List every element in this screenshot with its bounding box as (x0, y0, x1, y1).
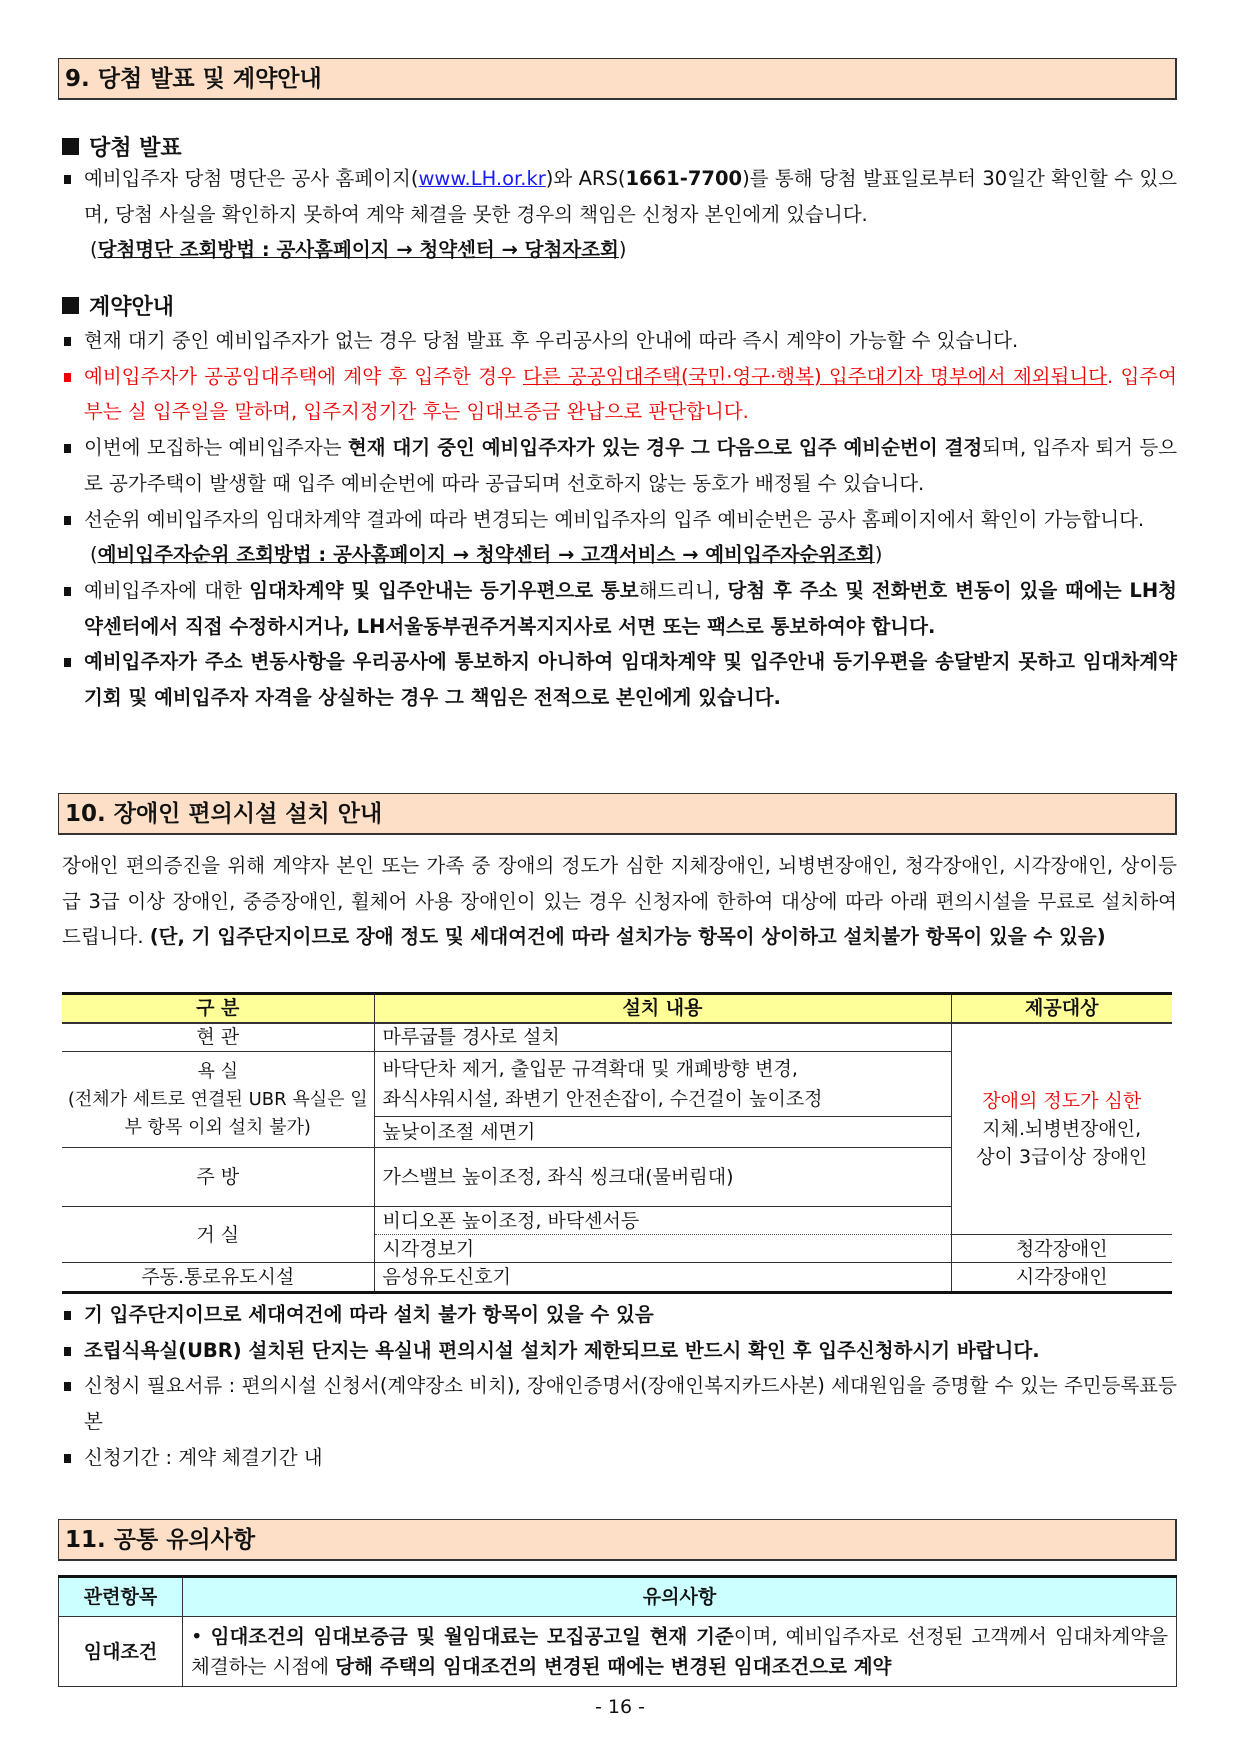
bullet-icon (64, 658, 71, 667)
target-line: 지체.뇌병변장애인, (982, 1117, 1142, 1140)
text-segment: 임대차계약 및 입주안내는 등기우편으로 통보 (249, 578, 639, 602)
section-11-header: 11. 공통 유의사항 (58, 1519, 1177, 1561)
contract-item (62, 359, 1177, 430)
text-segment: 현재 대기 중인 예비입주자가 없는 경우 당첨 발표 후 우리공사의 안내에 따라 즉시 계약이 가능할 수 있습니다. (84, 329, 1019, 352)
bullet-icon (64, 516, 71, 525)
content-line: 좌식샤워시설, 좌변기 안전손잡이, 수건걸이 높이조정 (382, 1088, 823, 1110)
col-header-notice: 유의사항 (183, 1577, 1177, 1617)
facility-table (62, 992, 1172, 1294)
bullet-icon (64, 1454, 71, 1463)
cell-content: 높낮이조절 세면기 (374, 1117, 951, 1148)
cell-category (62, 1052, 374, 1148)
text-segment: (단, 기 입주단지이므로 장애 정도 및 세대여건에 따라 설치가능 항목이 상이하고 설치불가 항목이 있을 수 있음) (149, 925, 1106, 949)
cell-content (374, 1052, 951, 1117)
announce-text (84, 167, 1177, 226)
contract-item (62, 502, 1177, 538)
rank-lookup-method (62, 537, 1177, 573)
cell-target: 청각장애인 (951, 1235, 1172, 1263)
text-segment: 임대조건의 임대보증금 및 월임대료는 모집공고일 현재 기준 (210, 1624, 734, 1648)
text-segment: )를 통해 당첨 발표일로부터 30일간 확인할 수 있으며, 당첨 사실을 확인하지 못하여 계약 체결을 못한 경우의 책임은 신청자 본인에게 있습니다. (84, 167, 1177, 226)
cell-notice (183, 1617, 1177, 1687)
bullet-icon (64, 1311, 71, 1320)
facility-notes (62, 1297, 1177, 1476)
announce-item (62, 161, 1177, 232)
text-segment: 1661-7700 (625, 167, 743, 190)
text-segment: 현재 대기 중인 예비입주자가 있는 경우 그 다음으로 입주 예비순번이 결정 (347, 436, 983, 460)
target-line: 장애의 정도가 심한 (982, 1089, 1142, 1112)
bullet-icon (64, 1382, 71, 1391)
contract-list (62, 323, 1177, 716)
col-header-content: 설치 내용 (374, 994, 951, 1023)
text-segment: • (191, 1624, 211, 1648)
cell-category: 임대조건 (59, 1617, 183, 1687)
facility-note (62, 1368, 1177, 1439)
cell-category: 주동.통로유도시설 (62, 1263, 374, 1293)
table-row (62, 1263, 1172, 1293)
section-10-header: 10. 장애인 편의시설 설치 안내 (58, 793, 1177, 835)
text-segment: 해드리니, (638, 578, 728, 602)
cell-content: 음성유도신호기 (374, 1263, 951, 1293)
announce-block (62, 161, 1177, 268)
cell-target-merged (951, 1023, 1172, 1235)
text-segment: 이번에 모집하는 예비입주자는 (84, 436, 348, 460)
text-segment: 예비입주자 당첨 명단은 공사 홈페이지( (84, 167, 419, 190)
content-line: 바닥단차 제거, 출입문 규격확대 및 개폐방향 변경, (382, 1058, 798, 1080)
text-segment: 당첨명단 조회방법 : 공사홈페이지 → 청약센터 → 당첨자조회 (97, 238, 619, 262)
contract-heading-text: 계약안내 (89, 295, 175, 320)
bullet-icon (64, 1347, 71, 1356)
cell-content: 비디오폰 높이조정, 바닥센서등 (374, 1207, 951, 1235)
target-line: 상이 3급이상 장애인 (976, 1145, 1148, 1168)
square-bullet-icon (62, 297, 79, 314)
contract-item (62, 323, 1177, 359)
text-segment: ( (90, 238, 98, 262)
text-segment: ( (90, 543, 98, 567)
cell-category: 주 방 (62, 1148, 374, 1207)
bullet-icon (64, 373, 71, 382)
cell-content: 마루굽틀 경사로 설치 (374, 1023, 951, 1052)
text-segment: 예비입주자순위 조회방법 : 공사홈페이지 → 청약센터 → 고객서비스 → 예비입주자순위조회 (97, 543, 875, 567)
section-9-header: 9. 당첨 발표 및 계약안내 (58, 58, 1177, 100)
text-segment: 선순위 예비입주자의 임대차계약 결과에 따라 변경되는 예비입주자의 입주 예비순번은 공사 홈페이지에서 확인이 가능합니다. (84, 507, 1145, 531)
text-segment: 기 입주단지이므로 세대여건에 따라 설치 불가 항목이 있을 수 있음 (84, 1303, 654, 1326)
col-header-category: 구 분 (62, 994, 374, 1023)
text-segment: ) (618, 238, 627, 262)
notice-table (58, 1575, 1177, 1687)
facility-note (62, 1440, 1177, 1476)
cell-target: 시각장애인 (951, 1263, 1172, 1293)
text-segment: 조립식욕실(UBR) 설치된 단지는 욕실내 편의시설 설치가 제한되므로 반드시 확인 후 입주신청하시기 바랍니다. (84, 1338, 1040, 1362)
contract-item (62, 573, 1177, 644)
text-segment: . 입주여부는 실 입주일을 말하며, 입주지정기간 후는 임대보증금 완납으로 판단합니다. (84, 364, 1177, 424)
text-segment: ) (874, 543, 883, 567)
announce-heading-text: 당첨 발표 (89, 136, 182, 161)
contract-item (62, 644, 1177, 715)
col-header-item: 관련항목 (59, 1577, 183, 1617)
table-row (59, 1617, 1177, 1687)
bullet-icon (64, 175, 71, 184)
col-header-target: 제공대상 (951, 994, 1172, 1023)
facility-note (62, 1333, 1177, 1369)
bullet-icon (64, 587, 71, 596)
text-segment: 되며, 입주자 퇴거 등으로 공가주택이 발생할 때 입주 예비순번에 따라 공급되며 선호하지 않는 동호가 배정될 수 있습니다. (84, 436, 1178, 495)
contract-heading (62, 290, 174, 321)
cell-content: 시각경보기 (374, 1235, 951, 1263)
text-segment: 예비입주자에 대한 (84, 578, 250, 602)
cell-category: 현 관 (62, 1023, 374, 1052)
announce-method (62, 232, 1177, 268)
cell-category: 거 실 (62, 1207, 374, 1263)
category-label: 욕 실 (197, 1060, 238, 1082)
text-segment: 예비입주자가 주소 변동사항을 우리공사에 통보하지 아니하여 임대차계약 및 입주안내 등기우편을 송달받지 못하고 임대차계약 기회 및 예비입주자 자격을 상실하는 경우 그 책임은 전적으로 본인에게 있습니다. (84, 650, 1177, 710)
facility-intro (62, 848, 1177, 955)
bullet-icon (64, 444, 71, 453)
square-bullet-icon (62, 138, 79, 155)
text-segment: 장애인 편의증진을 위해 계약자 본인 또는 가족 중 장애의 정도가 심한 지체장애인, 뇌병변장애인, 청각장애인, 시각장애인, 상이등급 3급 이상 장애인, 중증장애인, 휠체어 사용 장애인이 있는 경우 신청자에 한하여 대상에 따라 아래 편의시설을 무료로 설치하여 드립니다. (62, 854, 1177, 949)
text-segment: 신청기간 : 계약 체결기간 내 (84, 1445, 323, 1469)
text-segment: 신청시 필요서류 : 편의시설 신청서(계약장소 비치), 장애인증명서(장애인복지카드사본) 세대원임을 증명할 수 있는 주민등록표등본 (84, 1374, 1177, 1434)
table-row (62, 1023, 1172, 1052)
text-segment: 당첨 후 주소 및 전화번호 변동이 있을 때에는 LH청약센터에서 직접 수정하시거나, LH서울동부권주거복지지사로 서면 또는 팩스로 통보하여야 합니다. (84, 578, 1177, 638)
page-number: - 16 - (595, 1696, 645, 1718)
text-segment: 이며, 예비입주자로 선정된 고객께서 임대차계약을 체결하는 시점에 (191, 1624, 1168, 1678)
text-segment: 당해 주택의 임대조건의 변경된 때에는 변경된 임대조건으로 계약 (335, 1654, 892, 1678)
text-segment: 다른 공공임대주택(국민·영구·행복) 입주대기자 명부에서 제외됩니다 (523, 364, 1108, 388)
homepage-link[interactable]: www.LH.or.kr (418, 167, 546, 190)
text-segment: )와 ARS( (545, 167, 626, 190)
facility-note (62, 1297, 1177, 1333)
text-segment: 예비입주자가 공공임대주택에 계약 후 입주한 경우 (84, 364, 524, 388)
cell-content: 가스밸브 높이조정, 좌식 씽크대(물버림대) (374, 1148, 951, 1207)
contract-item (62, 430, 1177, 501)
category-note: (전체가 세트로 연결된 UBR 욕실은 일부 항목 이외 설치 불가) (67, 1088, 368, 1138)
bullet-icon (64, 337, 71, 346)
announce-heading (62, 131, 182, 162)
